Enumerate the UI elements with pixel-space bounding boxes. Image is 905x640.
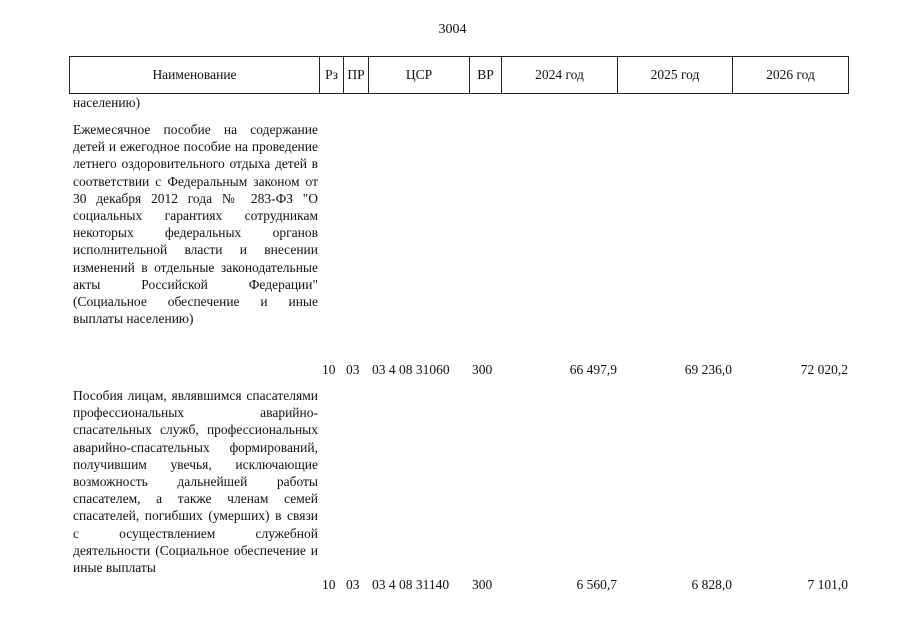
row-1-name: Ежемесячное пособие на содержание детей и ежегодное пособие на проведение летнего оздоровительного отдыха детей в соответствии с Федеральным законом от 30 декабря 2012 года № 283-ФЗ "О социальных гарантиях сотрудникам некоторых федеральных органов исполнительной власти и внесении изменений в отдельные законодательные акты Российской Федерации" (Социальное обеспечение и иные выплаты населению) [73, 122, 318, 327]
row-1-csr: 03 4 08 31060 [372, 362, 450, 377]
header-2025: 2025 год [618, 57, 733, 93]
row-2-2024: 6 560,7 [576, 577, 617, 592]
row-1-2026: 72 020,2 [800, 362, 848, 377]
row-1-vr: 300 [472, 362, 493, 377]
row-2-2026: 7 101,0 [807, 577, 848, 592]
header-2026: 2026 год [766, 67, 815, 82]
row-2-pr: 03 [346, 577, 360, 592]
row-1-rz: 10 [322, 362, 336, 377]
row-1-pr: 03 [346, 362, 360, 377]
table-header [69, 56, 849, 94]
continuation-text: населению) [73, 95, 141, 110]
row-2-name: Пособия лицам, являвшимся спасателями профессиональных аварийно-спасательных служб, профессиональных аварийно-спасательных формирований, получившим увечья, исключающие возможность дальнейшей работы спасателем, а также членам семей спасателей, погибших (умерших) в связи с осуществлением служебной деятельности (Социальное обеспечение и иные выплаты [73, 388, 318, 576]
row-1-2025: 69 236,0 [684, 362, 732, 377]
header-csr: ЦСР [369, 57, 470, 93]
row-2-2025: 6 828,0 [691, 577, 732, 592]
row-1-2024: 66 497,9 [569, 362, 617, 377]
row-2-vr: 300 [472, 577, 493, 592]
header-pr: ПР [344, 57, 369, 93]
header-vr: ВР [470, 57, 502, 93]
row-2-csr: 03 4 08 31140 [372, 577, 450, 592]
header-2024: 2024 год [502, 57, 618, 93]
row-2-rz: 10 [322, 577, 336, 592]
header-rz: Рз [320, 57, 344, 93]
header-name: Наименование [70, 57, 320, 93]
page-number: 3004 [438, 22, 467, 37]
